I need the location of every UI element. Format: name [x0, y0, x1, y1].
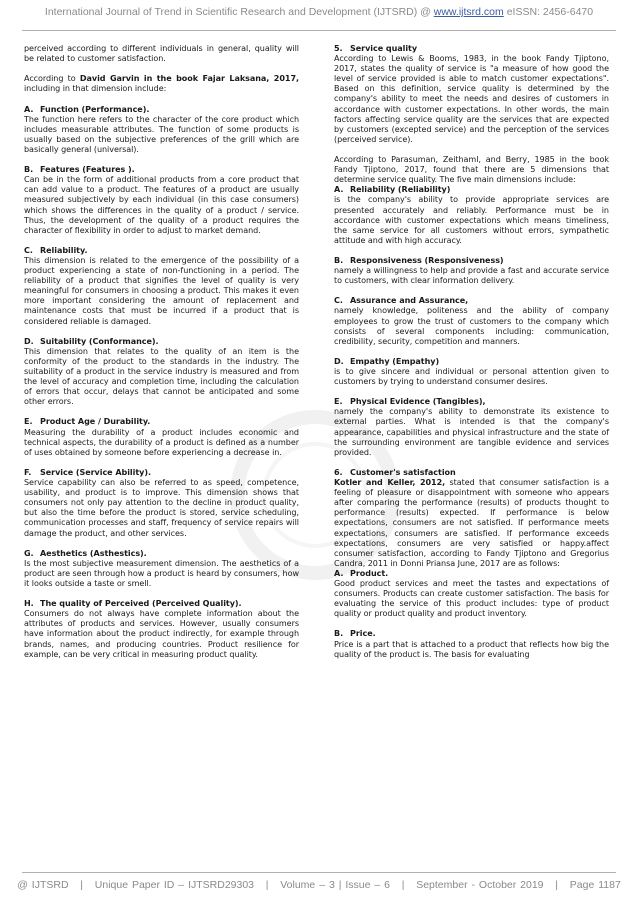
body-paragraph	[24, 609, 299, 659]
footer-handle: @ IJTSRD	[17, 879, 69, 891]
paragraph-text: including in that dimension include:	[24, 84, 167, 94]
page-footer: @ IJTSRD | Unique Paper ID – IJTSRD29303 | Volume – 3 | Issue – 6 | September - October 2019 | Page 1187	[17, 879, 621, 891]
citation-bold: David Garvin in the book Fajar Laksana, 2017,	[79, 74, 299, 84]
body-paragraph	[334, 54, 609, 145]
paragraph-text: is the company's ability to provide appropriate services are presented accurately and reliably. Performance must be in accordance with customer expectations which means timeliness, the same service for all customers without errors, sympathetic attitude and with high accuracy.	[334, 195, 609, 245]
section-heading	[334, 256, 609, 266]
section-heading	[334, 629, 609, 639]
section-number: D.	[24, 336, 34, 346]
section-heading	[24, 417, 299, 427]
section-number: 5.	[334, 44, 343, 53]
section-number: C.	[24, 245, 33, 255]
body-paragraph	[334, 579, 609, 619]
section-heading	[24, 105, 299, 115]
body-paragraph	[24, 175, 299, 236]
section-heading	[334, 296, 609, 306]
citation-bold: Kotler and Keller, 2012,	[334, 478, 446, 488]
section-title: Product.	[350, 568, 389, 578]
right-column	[334, 44, 609, 660]
body-paragraph	[334, 478, 609, 569]
section-number: E.	[24, 417, 33, 427]
paragraph-text: This dimension that relates to the quality of an item is the conformity of the product to the standards in the industry. The suitability of a product in the service industry is measured and from the level of accuracy and completion time, including the calculation of errors that occur, delays that cannot be anticipated and some other errors.	[24, 346, 299, 407]
body-paragraph	[24, 478, 299, 539]
body-paragraph	[24, 559, 299, 589]
section-number: G.	[24, 548, 34, 558]
body-paragraph	[334, 155, 609, 185]
paragraph-text: perceived according to different individuals in general, quality will be related to customer satisfaction.	[24, 44, 299, 64]
paragraph-text: This dimension is related to the emergence of the possibility of a product experiencing a state of non-functioning in a period. The reliability of a product that signifies the level of quality is very meaningful for consumers in choosing a product. This makes it even more important considering the amount of replacement and maintenance costs that must be incurred if a product that is considered reliable is damaged.	[24, 255, 299, 326]
section-number: C.	[334, 296, 343, 306]
section-heading	[334, 357, 609, 367]
paragraph-text: namely knowledge, politeness and the ability of company employees to grow the trust of customers to the company which consists of several components including: communication, credibility, security, competition and manners.	[334, 306, 609, 346]
section-number: A.	[24, 104, 34, 114]
footer-paper-id: Unique Paper ID – IJTSRD29303	[94, 879, 255, 891]
paragraph-text: Consumers do not always have complete information about the attributes of products and services. However, usually consumers have information about the product indirectly, for example through brands, names, and producing countries. Product resilience for example, can be very critical in measuring product quality.	[24, 609, 299, 659]
paragraph-text: Service capability can also be referred to as speed, competence, usability, and product is to improve. This dimension shows that consumers not only pay attention to the decline in product quality, but also the time before the product is stored, service scheduling, communication processes and staff, frequency of service repairs will damage the product, and other services.	[24, 478, 299, 538]
left-column	[24, 44, 299, 660]
section-heading	[24, 337, 299, 347]
section-number: F.	[24, 467, 32, 477]
section-heading	[334, 397, 609, 407]
body-paragraph	[24, 74, 299, 94]
paragraph-text: stated that consumer satisfaction is a feeling of pleasure or disappointment with someone who appears after comparing the performance (results) of products thought to performance (results) expected. If performance is below expectations, consumers are not satisfied. If performance meets expectations, consumers are satisfied. If performance exceeds expectations, consumers are very satisfied or happy.affect consumer satisfaction, according to Fandy Tjiptono and Gregorius Candra, 2011 in Donni Priansa June, 2017 are as follows:	[334, 478, 609, 568]
section-number: E.	[334, 397, 343, 407]
section-title: Product Age / Durability.	[40, 417, 151, 427]
header-divider	[22, 30, 616, 31]
journal-header	[0, 6, 638, 18]
paragraph-text: Price is a part that is attached to a product that reflects how big the quality of the product is. The basis for evaluating	[334, 639, 609, 659]
paragraph-text: namely a willingness to help and provide a fast and accurate service to customers, with clear information delivery.	[334, 266, 609, 286]
section-number: H.	[24, 599, 34, 609]
body-paragraph	[24, 115, 299, 155]
paragraph-text: According to	[24, 74, 80, 84]
paragraph-text: According to Parasuman, Zeithaml, and Berry, 1985 in the book Fandy Tjiptono, 2017, found that there are 5 dimensions that determine service quality. The five main dimensions include:	[334, 155, 609, 185]
journal-url-link[interactable]: www.ijtsrd.com	[433, 6, 504, 18]
section-title: Service quality	[350, 44, 418, 53]
paragraph-text: Measuring the durability of a product includes economic and technical aspects, the durability of a product is defined as a number of uses obtained by someone before experiencing a decrease in.	[24, 427, 299, 457]
body-paragraph	[334, 367, 609, 387]
section-heading	[334, 569, 609, 579]
section-heading	[334, 468, 609, 478]
section-heading	[334, 185, 609, 195]
section-title: Responsiveness (Responsiveness)	[350, 255, 504, 265]
section-number: B.	[334, 255, 344, 265]
section-title: Empathy (Empathy)	[350, 356, 440, 366]
journal-eissn: eISSN: 2456-6470	[506, 6, 594, 18]
body-paragraph	[334, 266, 609, 286]
section-heading	[24, 599, 299, 609]
section-title: Service (Service Ability).	[40, 467, 151, 477]
body-paragraph	[334, 195, 609, 245]
paragraph-text: Is the most subjective measurement dimension. The aesthetics of a product are seen through how a product is heard by consumers, how it looks outside a taste or smell.	[24, 558, 299, 588]
section-number: A.	[334, 185, 344, 195]
section-heading	[334, 44, 609, 54]
section-title: Features (Features ).	[40, 165, 135, 175]
paragraph-text: Can be in the form of additional products from a core product that can add value to a product. The features of a product are usually measured subjectively by each individual (in this case consumers) which shows the differences in the quality of a product / service. Thus, the development of the quality of a product requires the character of flexibility in order to adjust to market demand.	[24, 175, 299, 235]
section-title: Reliability (Reliability)	[350, 185, 451, 195]
section-title: Physical Evidence (Tangibles),	[350, 397, 486, 407]
body-paragraph	[24, 428, 299, 458]
body-paragraph	[24, 347, 299, 408]
section-title: Function (Performance).	[40, 104, 150, 114]
section-heading	[24, 246, 299, 256]
footer-divider	[22, 872, 616, 873]
journal-title: International Journal of Trend in Scientific Research and Development (IJTSRD) @	[44, 6, 431, 18]
footer-date: September - October 2019	[416, 879, 544, 891]
section-number: D.	[334, 356, 344, 366]
paragraph-text: is to give sincere and individual or personal attention given to customers by trying to understand consumer desires.	[334, 367, 609, 387]
section-title: Suitability (Conformance).	[40, 336, 159, 346]
body-paragraph	[334, 640, 609, 660]
paragraph-text: According to Lewis & Booms, 1983, in the book Fandy Tjiptono, 2017, states the quality of service is "a measure of how good the level of service provided is able to match customer expectations". Based on this definition, service quality is determined by the company's ability to meet the needs and desires of customers in accordance with customer expectations. In other words, the main factors affecting service quality are the services that are expected by customers (excepted service) and the perception of the services (perceived service).	[334, 54, 609, 144]
section-heading	[24, 549, 299, 559]
footer-page-number: Page 1187	[569, 879, 621, 891]
section-number: B.	[24, 165, 34, 175]
section-number: A.	[334, 568, 344, 578]
section-number: B.	[334, 629, 344, 639]
body-paragraph	[24, 256, 299, 327]
footer-volume: Volume – 3 | Issue – 6	[280, 879, 390, 891]
paragraph-text: namely the company's ability to demonstrate its existence to external parties. What is intended is that the company's appearance, capabilities and physical infrastructure and the state of the surrounding environment are tangible evidence and services provided.	[334, 407, 609, 457]
body-paragraph	[334, 306, 609, 346]
section-title: Price.	[350, 629, 376, 639]
section-title: The quality of Perceived (Perceived Quality).	[40, 599, 242, 609]
section-heading	[24, 165, 299, 175]
section-title: Customer's satisfaction	[350, 467, 456, 477]
section-heading	[24, 468, 299, 478]
section-number: 6.	[334, 467, 343, 477]
section-title: Aesthetics (Asthestics).	[40, 548, 147, 558]
section-title: Reliability.	[40, 245, 88, 255]
body-paragraph	[24, 44, 299, 64]
paragraph-text: The function here refers to the character of the core product which includes measurable attributes. The function of some products is usually based on the subjective preferences of the grill which are basically general (universal).	[24, 114, 299, 154]
section-title: Assurance and Assurance,	[350, 296, 469, 306]
paragraph-text: Good product services and meet the tastes and expectations of consumers. Products can create customer satisfaction. The basis for evaluating the service of this product includes: type of product quality or product quality and product inventory.	[334, 578, 609, 619]
body-paragraph	[334, 407, 609, 457]
